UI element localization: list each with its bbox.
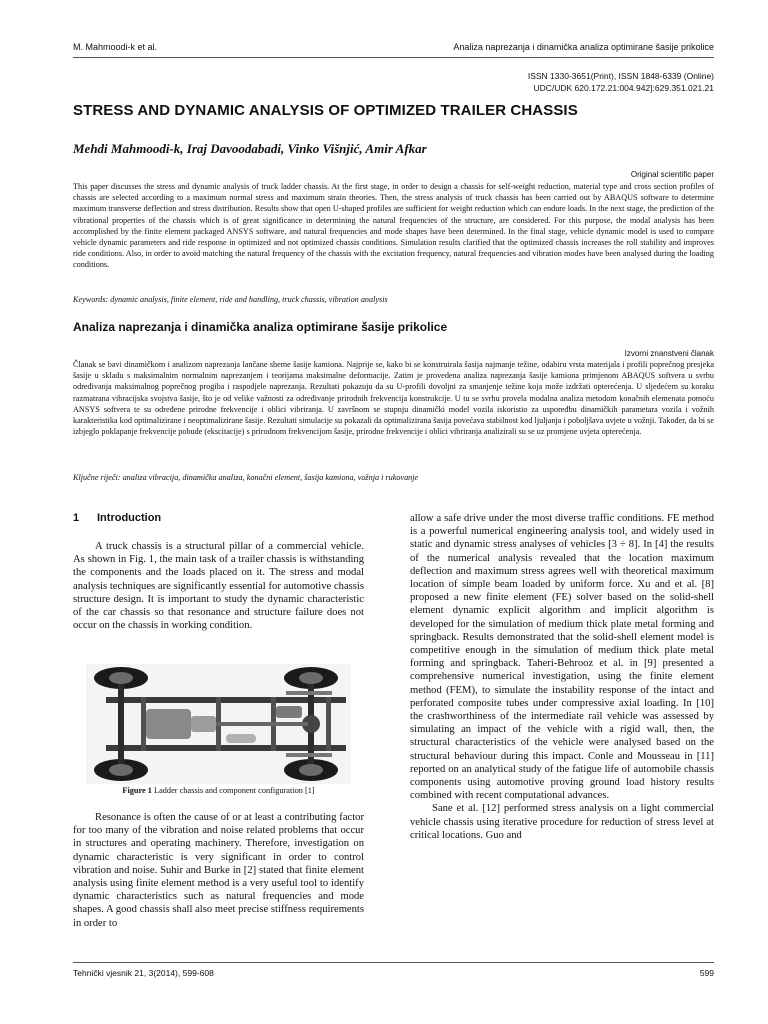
cross-member [141,697,146,751]
section-number: 1 [73,512,80,524]
udc-line: UDC/UDK 620.172.21:004.942]:629.351.021.21 [533,83,714,93]
keywords-hr: Ključne riječi: analiza vibracija, dinamička analiza, konačni element, šasija kamiona, vožnja i rukovanje [73,473,419,482]
paper-type-en: Original scientific paper [630,170,714,179]
issn-block [528,70,714,94]
drive-shaft [216,722,308,726]
abstract-en: This paper discusses the stress and dynamic analysis of truck ladder chassis. At the first stage, in order to design a chassis for self-weight reduction, material type and cross section profiles of chassis are selected according to a maximum normal stress and maximum strain theories. Then, the stress analysis of truck chassis has been carried out by ABAQUS software to determine maximum transverse deflection and stress distribution. Results show that open U-shaped profiles are sufficient for weight reduction which can endure loads. In the next stage, the prediction of the vibrational properties of the chassis which is of great significance in determining the natural frequencies of the structure, are considered. For this purpose, the modal analysis has been accomplished by the finite element packaged ANSYS software, and natural frequencies and mode shapes have been determined. In the final stage, vehicle dynamic model is used to compare vehicle dynamic parameters and ride response in optimized and not optimized chassis conditions. Simulation results clarified that the optimized chassis increases the roll stability and improves ride conditions. Also, in order to avoid matching the natural frequency of the chassis with the excitation frequency, natural frequencies and vibration modes have been analysed during the loading conditions. [73,182,714,270]
section-title: Introduction [97,512,162,524]
header-rule [73,57,714,58]
journal-citation: Tehnički vjesnik 21, 3(2014), 599-608 [73,968,214,978]
page-number: 599 [699,968,714,978]
figure-caption-text: Ladder chassis and component configuration [1] [154,786,315,795]
footer-rule [73,962,714,963]
muffler [226,734,256,743]
author-list: Mehdi Mahmoodi-k, Iraj Davoodabadi, Vinko Višnjić, Amir Afkar [73,141,427,156]
engine-block [146,709,191,739]
leaf-spring [286,691,332,695]
intro-paragraph-4: Sane et al. [12] performed stress analysis on a light commercial vehicle chassis using iterative procedure for reduction of stress level at critical locations. Guo and [410,803,714,841]
issn-line: ISSN 1330-3651(Print), ISSN 1848-6339 (Online) [527,71,714,81]
page-footer [73,968,714,978]
right-column [410,512,714,842]
front-axle [118,684,124,764]
paper-title: STRESS AND DYNAMIC ANALYSIS OF OPTIMIZED TRAILER CHASSIS [73,102,578,119]
figure-caption [73,786,364,795]
section-heading [73,512,161,524]
left-column-top [73,540,364,632]
leaf-spring [286,753,332,757]
left-column-bottom [73,811,364,930]
intro-paragraph-1: A truck chassis is a structural pillar of a commercial vehicle. As shown in Fig. 1, the main task of a trailer chassis is withstanding the components and the loads placed on it. The stress and modal analysis techniques are significantly essential for automotive chassis structure design. It is important to study the dynamic characteristic of the car chassis so that resonance and structure failure does not occur on the chassis in working condition. [73,541,364,632]
paper-type-hr: Izvorni znanstveni članak [624,349,714,358]
intro-paragraph-2: Resonance is often the cause of or at least a contributing factor for too many of the vibration and noise related problems that occur in structures and operating machinery. Therefore, investigation on dynamic characteristic is very significant in order to control vibration and noise. Suhir and Burke in [2] stated that finite element analysis using finite element method is a very useful tool to identify dynamic characteristics such as natural frequencies and mode shapes. A good chassis shall also meet precise stiffness requirements in order to [73,812,364,929]
intro-paragraph-3: allow a safe drive under the most diverse traffic conditions. FE method is a powerful numerical engineering analysis tool, and widely used in static and dynamic stress analyses of vehicles [3 ÷ 8]. In [4] the results of the numerical analysis revealed that the location maximum deflection and maximum stress agrees well with theoretical maximum location of simple beam loaded by uniform force. Xu and et al. [8] proposed a new finite element (FE) solver based on the solid-shell element dynamic explicit algorithm and implicit algorithm is developed for the simulation of medium thick plate metal forming and springback. Results demonstrated that the solid-shell element model is competitive enough in the simulation of medium thick plate metal forming and springback. Taheri-Behrooz et al. in [9] presented a comprehensive numerical investigation, using the finite element method (FEM), to simulate the instability response of the intact and perforated composite tubes under compressive axial loading. In [10] the crashworthiness of the intermediate rail vehicle was assessed by simulating an impact of the vehicle with a rigid wall, then, the structural characteristics of the vehicle were analysed based on the structural behaviour during this impact. Conle and Mousseau in [11] reported on an analytical study of the fatigue life of automobile chassis components using automotive proving ground load history results combined with recent computational advances. [410,513,714,802]
cross-member [326,697,331,751]
running-header [73,42,714,56]
keywords-en: Keywords: dynamic analysis, finite element, ride and handling, truck chassis, vibration analysis [73,295,388,304]
header-authors: M. Mahmoodi-k et al. [73,42,158,52]
croatian-title: Analiza naprezanja i dinamička analiza optimirane šasije prikolice [73,320,448,334]
figure-label: Figure 1 [122,786,152,795]
chassis-figure [86,664,351,784]
fuel-tank [276,706,302,718]
header-title: Analiza naprezanja i dinamička analiza optimirane šasije prikolice [453,42,714,52]
transmission [191,716,216,732]
abstract-hr: Članak se bavi dinamičkom i analizom naprezanja lančane sheme šasije kamiona. Najprije se, kako bi se konstruirala šasija najmanje težine, odabiru vrsta materijala i profili poprečnog presjeka šasije u skladu s maksimalnim normalnim naprezanjem i teorijama maksimalne deformacije. Zatim je provedena analiza naprezanja šasije kamiona primjenom ABAQUS softvera u svrhu određivanja maksimalnog poprečnog progiba i raspodjele naprezanja. Rezultati pokazuju da su U-profili dovoljni za smanjenje težine koja može izdržati opterećenja. U sljedećem su koraku razmatrana vibracijska svojstva šasije, što je od velike važnosti za određivanje prirodnih frekvencija konstrukcije. U tu se svrhu provela modalna analiza metodom konačnih elemenata pomoću ANSYS softvera te su određene prirodne frekvencije i oblici vibriranja. U završnom se stupnju dinamički model vozila iskoristio za uspoređbu dinamičkih parametara vozila i vožnih karakteristika kod optimalizirane i neoptimalizirane šasije. Rezultati simulacije su pokazali da optimalizirana šasija povećava stabilnost kod ljuljanja i poboljšava uvjete u vožnji. Također, da bi se izbjeglo poklapanje frekvencije pobude (ekscitacije) s prirodnom frekvencijom šasije, prirodne frekvencije i oblici vibriranja analizirali su se uz promjene uvjeta opterećenja. [73,360,714,437]
